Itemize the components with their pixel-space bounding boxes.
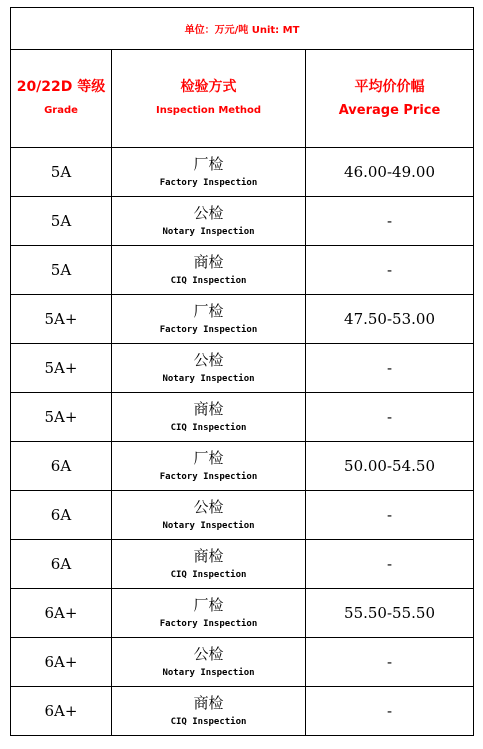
method-cell (112, 491, 306, 540)
grade-cell: 5A (11, 148, 112, 197)
grade-cell: 5A (11, 246, 112, 295)
grade-cell: 6A (11, 540, 112, 589)
price-cell: - (306, 540, 474, 589)
table-row (11, 589, 474, 638)
table-row (11, 197, 474, 246)
table-row (11, 491, 474, 540)
price-cell: - (306, 687, 474, 736)
table-row (11, 295, 474, 344)
method-cn: 商检 (193, 694, 224, 712)
method-cn: 厂检 (193, 449, 224, 467)
method-cn: 厂检 (193, 155, 224, 173)
method-cell (112, 687, 306, 736)
price-cell: - (306, 197, 474, 246)
method-en: CIQ Inspection (170, 717, 247, 727)
method-header-en: Inspection Method (156, 104, 261, 116)
grade-header-en: Grade (44, 104, 78, 116)
method-cell (112, 442, 306, 491)
method-cn: 厂检 (193, 596, 224, 614)
method-en: Factory Inspection (159, 472, 258, 482)
method-cell (112, 295, 306, 344)
price-cell: - (306, 491, 474, 540)
method-cn: 公检 (193, 351, 224, 369)
method-cell (112, 344, 306, 393)
price-cell: - (306, 638, 474, 687)
method-en: Factory Inspection (159, 178, 258, 188)
table-row (11, 687, 474, 736)
grade-cell: 5A (11, 197, 112, 246)
method-cell (112, 589, 306, 638)
method-header-cn: 检验方式 (180, 78, 237, 95)
table-row (11, 148, 474, 197)
method-header (112, 50, 306, 148)
grade-cell: 5A+ (11, 295, 112, 344)
grade-cell: 6A (11, 442, 112, 491)
method-en: Notary Inspection (162, 374, 255, 384)
table-row (11, 442, 474, 491)
method-cn: 公检 (193, 498, 224, 516)
method-cn: 公检 (193, 204, 224, 222)
grade-header-cn: 20/22D 等级 (16, 78, 106, 95)
method-cell (112, 393, 306, 442)
method-cn: 厂检 (193, 302, 224, 320)
price-cell: - (306, 393, 474, 442)
grade-cell: 5A+ (11, 344, 112, 393)
grade-cell: 6A (11, 491, 112, 540)
price-cell: 47.50-53.00 (306, 295, 474, 344)
method-en: CIQ Inspection (170, 276, 247, 286)
price-cell: 46.00-49.00 (306, 148, 474, 197)
table-row (11, 540, 474, 589)
table-row (11, 344, 474, 393)
table-row (11, 638, 474, 687)
price-table (10, 7, 474, 736)
table-row (11, 393, 474, 442)
method-cn: 商检 (193, 547, 224, 565)
method-en: Notary Inspection (162, 668, 255, 678)
grade-cell: 6A+ (11, 687, 112, 736)
method-cell (112, 540, 306, 589)
unit-note: 单位：万元/吨 Unit: MT (11, 8, 474, 50)
price-cell: - (306, 246, 474, 295)
method-en: Factory Inspection (159, 619, 258, 629)
method-en: Notary Inspection (162, 521, 255, 531)
price-header-cn: 平均价价幅 (354, 78, 425, 95)
header-row (11, 50, 474, 148)
price-header (306, 50, 474, 148)
method-cell (112, 148, 306, 197)
grade-cell: 5A+ (11, 393, 112, 442)
grade-header (11, 50, 112, 148)
price-cell: - (306, 344, 474, 393)
method-cell (112, 638, 306, 687)
price-header-en: Average Price (338, 102, 441, 118)
method-cn: 商检 (193, 253, 224, 271)
method-cn: 商检 (193, 400, 224, 418)
unit-row (11, 8, 474, 50)
price-cell: 50.00-54.50 (306, 442, 474, 491)
method-en: CIQ Inspection (170, 570, 247, 580)
method-cell (112, 197, 306, 246)
method-en: Notary Inspection (162, 227, 255, 237)
method-cell (112, 246, 306, 295)
price-cell: 55.50-55.50 (306, 589, 474, 638)
method-en: Factory Inspection (159, 325, 258, 335)
table-row (11, 246, 474, 295)
grade-cell: 6A+ (11, 589, 112, 638)
grade-cell: 6A+ (11, 638, 112, 687)
method-cn: 公检 (193, 645, 224, 663)
method-en: CIQ Inspection (170, 423, 247, 433)
